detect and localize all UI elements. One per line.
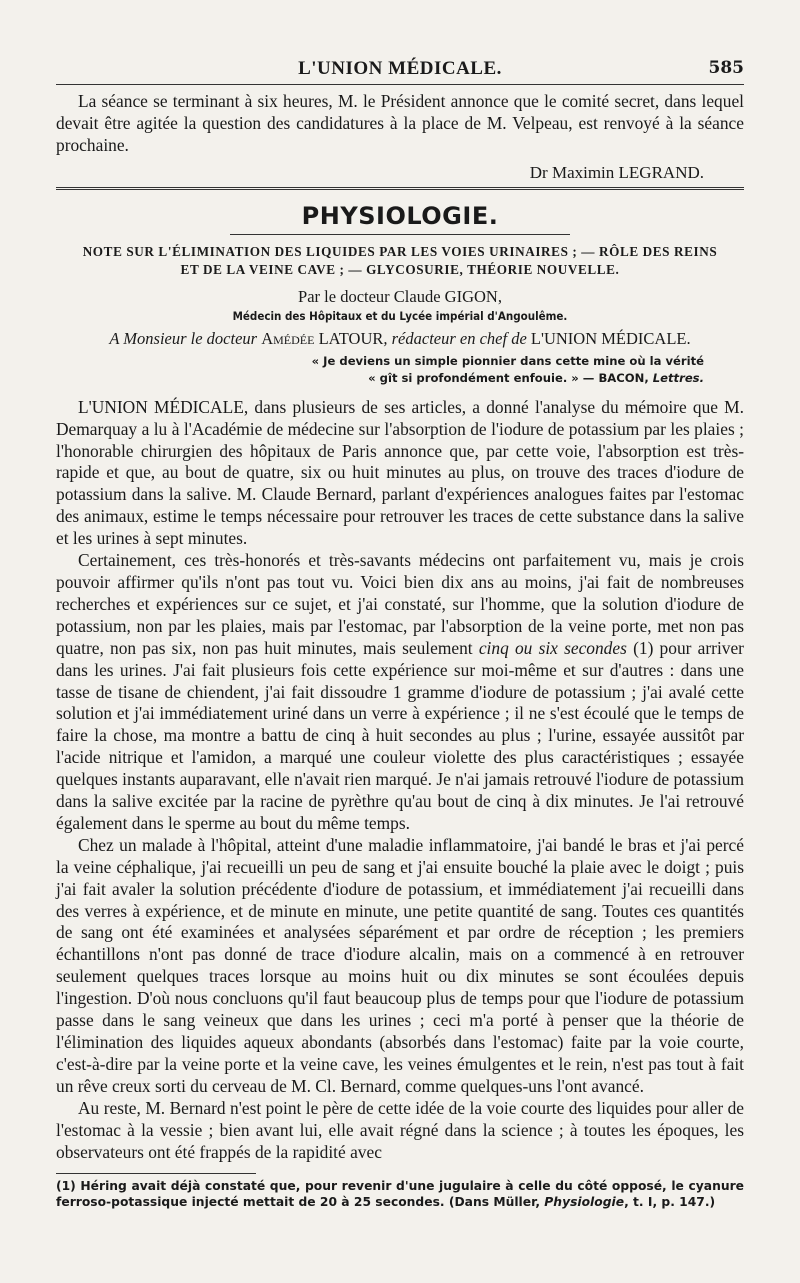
intro-block xyxy=(56,91,744,157)
footnote-italic: Physiologie xyxy=(544,1195,625,1210)
paragraph-1: L'UNION MÉDICALE, dans plusieurs de ses articles, a donné l'analyse du mémoire que M. Demarquay a lu à l'Académie de médecine sur l'absorption de l'iodure de potassium par les plaies ; l'honorable chirurgien des hôpitaux de Paris annonce que, par cette voie, l'absorption est très-rapide et que, au bout de quatre, six ou huit minutes au plus, on trouve des traces d'iodure de potassium dans la salive. M. Claude Bernard, parlant d'expériences analogues faites par l'estomac des animaux, estime le temps nécessaire pour retrouver les traces de cette substance dans la salive et les urines à sept minutes. xyxy=(56,396,744,549)
paragraph-2-italic: cinq ou six secondes xyxy=(478,637,627,658)
footnote-rule xyxy=(56,1173,256,1174)
journal-title: L'UNION MÉDICALE. xyxy=(298,58,502,79)
dedication xyxy=(56,329,744,349)
paragraph-2-a: Certainement, ces très-honorés et très-savants médecins ont parfaitement vu, mais je crois pouvoir affirmer qu'ils n'ont pas tout vu. Voici bien dix ans au moins, j'ai fait de nombreuses recherches et expériences sur ce sujet, et j'ai constaté, sur l'homme, que la solution d'iodure de potassium, non par les plaies, mais par l'estomac, par l'absorption de la veine porte, met non pas quatre, non pas six, non pas huit minutes, mais seulement xyxy=(56,550,744,658)
note-title: NOTE SUR L'ÉLIMINATION DES LIQUIDES PAR LES VOIES URINAIRES ; — RÔLE DES REINS ET DE LA VEINE CAVE ; — GLYCOSURIE, THÉORIE NOUVELLE. xyxy=(82,243,718,277)
paragraph-3: Chez un malade à l'hôpital, atteint d'une maladie inflammatoire, j'ai bandé le bras et j'ai percé la veine céphalique, j'ai recueilli un peu de sang et j'ai ensuite bouché la plaie avec le doigt ; puis j'ai fait avaler la solution précédente d'iodure de potassium, et immédiatement j'ai recueilli dans des verres à expérience, et de minute en minute, une petite quantité de sang. Toutes ces quantités de sang ont été examinées et analysées séparément et par ordre de réception ; les premiers échantillons n'ont pas donné de trace d'iodure alcalin, mais on a commencé à en retrouver seulement quelques traces lorsque au moins huit ou dix minutes se sont écoulées depuis l'ingestion. D'où nous concluons qu'il faut beaucoup plus de temps pour que l'iodure de potassium passe dans le sang veineux que dans les urines ; ceci m'a porté à penser que la théorie de l'élimination des liquides aqueux abondants (absorbés dans l'estomac) faite par la voie courte, c'est-à-dire par la veine porte et la veine cave, les veines émulgentes et le rein, n'est pas tout à fait un rêve creux sorti du cerveau de M. Cl. Bernard, comme quelques-uns l'ont avancé. xyxy=(56,834,744,1096)
paragraph-2-b: (1) pour arriver dans les urines. J'ai fait plusieurs fois cette expérience sur moi-même et sur d'autres : dans une tasse de tisane de chiendent, j'ai fait dissoudre 1 gramme d'iodure de potassium ; j'ai avalé cette solution et j'ai immédiatement uriné dans un verre à expérience ; il ne s'est écoulé que le temps de faire la chose, ma montre a battu de cinq à huit secondes au plus ; l'urine, essayée aussitôt par l'acide nitrique et l'amidon, a marqué une couleur violette des plus caractéristiques ; essayée quelques instants auparavant, elle n'avait rien marqué. Je n'ai jamais retrouvé l'iodure de potassium dans la salive excitée par la racine de pyrèthre qu'au bout de cinq à dix minutes. Je l'ai retrouvé également dans le sperme au bout du même temps. xyxy=(56,637,744,833)
paragraph-4: Au reste, M. Bernard n'est point le père de cette idée de la voie courte des liquides pour aller de l'estomac à la vessie ; bien avant lui, elle avait régné dans la science ; à toutes les époques, les observateurs ont été frappés de la rapidité avec xyxy=(56,1097,744,1162)
intro-paragraph: La séance se terminant à six heures, M. le Président annonce que le comité secret, dans lequel devait être agitée la question des candidatures à la place de M. Velpeau, est renvoyé à la séance prochaine. xyxy=(56,91,744,155)
epigraph-quote-end: « gît si profondément enfouie. » — xyxy=(368,370,599,385)
section-title: PHYSIOLOGIE. xyxy=(301,201,499,230)
section-divider xyxy=(56,187,744,192)
page-number: 585 xyxy=(708,58,744,78)
author-affiliation: Médecin des Hôpitaux et du Lycée impérial d'Angoulême. xyxy=(232,308,568,323)
paragraph-2 xyxy=(56,550,744,835)
signature: Dr Maximin LEGRAND. xyxy=(529,162,704,182)
body-text xyxy=(56,397,744,1164)
dedication-mid: , rédacteur en chef de xyxy=(383,328,531,348)
header-rule xyxy=(56,84,744,85)
section-title-rule xyxy=(230,234,570,235)
author-byline: Par le docteur Claude GIGON, xyxy=(298,286,502,306)
epigraph-line-2 xyxy=(56,370,704,387)
dedication-journal: L'UNION MÉDICALE. xyxy=(530,328,691,348)
epigraph-work: Lettres. xyxy=(652,370,704,385)
epigraph-attribution: BACON, xyxy=(598,370,653,385)
dedication-name: Amédée LATOUR xyxy=(261,328,384,348)
footnote-text-b: , t. I, p. 147.) xyxy=(624,1195,716,1210)
epigraph xyxy=(56,353,704,387)
footnote-text-a: (1) Héring avait déjà constaté que, pour revenir d'une jugulaire à celle du côté opposé, le cyanure ferroso-potassique injecté mettait de 20 à 25 secondes. (Dans Müller, xyxy=(56,1179,744,1210)
page-header xyxy=(56,50,744,84)
epigraph-line-1: « Je deviens un simple pionnier dans cette mine où la vérité xyxy=(311,353,704,368)
dedication-lead: A Monsieur le docteur xyxy=(109,328,262,348)
footnote xyxy=(56,1178,744,1210)
